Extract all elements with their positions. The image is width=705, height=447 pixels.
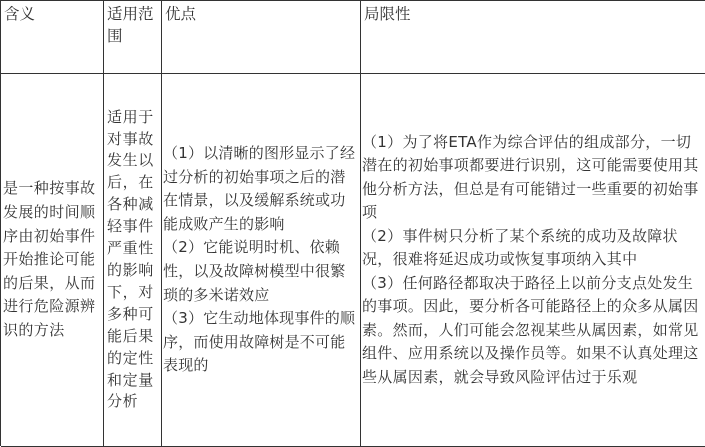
limitation-item: （2）事件树只分析了某个系统的成功及故障状况，很难将延迟成功或恢复事项纳入其中 (362, 226, 678, 269)
cell-advantages (162, 74, 361, 447)
advantage-item: （2）它能说明时机、依赖性，以及故障树模型中很繁琐的多米诺效应 (163, 238, 346, 304)
cell-limitations (361, 74, 705, 447)
header-limitations: 局限性 (361, 1, 705, 74)
scope-text: 适用于对事故发生以后，在各种减轻事件严重性的影响下，对多种可能后果的定性和定量分析 (107, 107, 154, 411)
meaning-text: 是一种按事故发展的时间顺序由初始事件开始推论可能的后果，从而进行危险源辨识的方法 (3, 179, 96, 339)
header-scope: 适用范围 (104, 1, 162, 74)
header-advantages: 优点 (162, 1, 361, 74)
advantage-item: （3）它生动地体现事件的顺序，而使用故障树是不可能表现的 (163, 309, 356, 375)
cell-scope (104, 74, 162, 447)
advantage-item: （1）以清晰的图形显示了经过分析的初始事项之后的潜在情景，以及缓解系统或功能成败产生的影响 (163, 144, 356, 233)
cell-meaning (1, 74, 104, 447)
limitation-item: （1）为了将ETA作为综合评估的组成部分，一切潜在的初始事项都要进行识别，这可能需要使用其他分析方法，但总是有可能错过一些重要的初始事项 (362, 132, 699, 222)
limitation-item: （3）任何路径都取决于路径上以前分支点处发生的事项。因此，要分析各可能路径上的众多从属因素。然而，人们可能会忽视某些从属因素，如常见组件、应用系统以及操作员等。如果不认真处理这些从属因素，就会导致风险评估过于乐观 (362, 273, 699, 386)
header-meaning: 含义 (1, 1, 104, 74)
